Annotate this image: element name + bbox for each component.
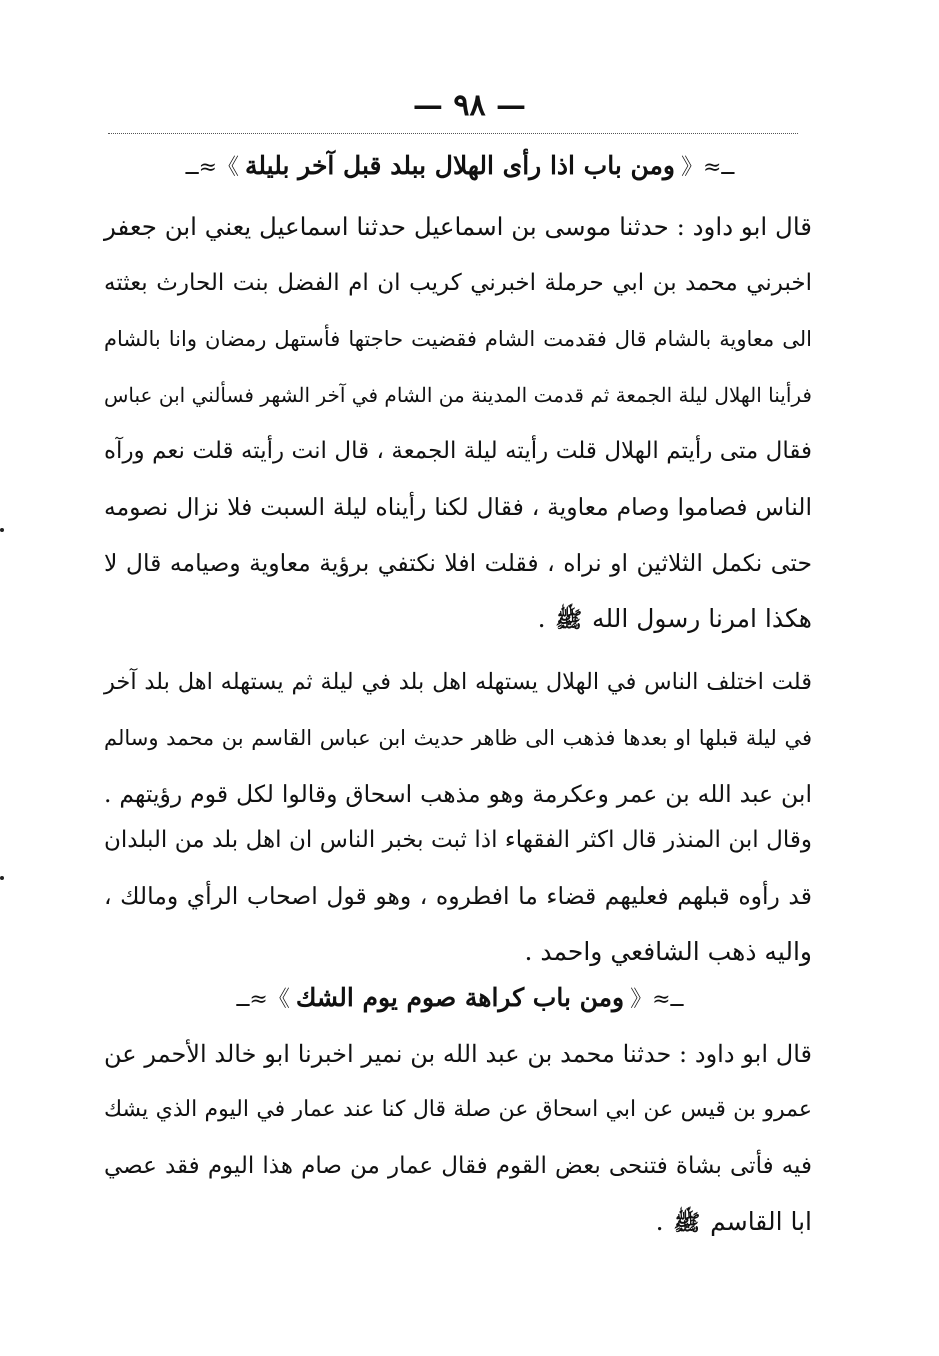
text-line-content: هكذا امرنا رسول الله xyxy=(592,604,812,633)
text-line: ابن عبد الله بن عمر وعكرمة وهو مذهب اسحاق وقالوا لكل قوم رؤيتهم . xyxy=(104,780,812,808)
section-heading-day-of-doubt xyxy=(100,982,820,1013)
paragraph-commentary xyxy=(104,654,812,822)
text-line: قد رأوه قبلهم فعليهم قضاء ما افطروه ، وهو قول اصحاب الرأي ومالك ، xyxy=(104,882,812,910)
salawat-ligature: ﷺ xyxy=(673,1210,701,1236)
ornament-left-icon: 》≈ــ xyxy=(185,155,239,180)
end-mark: . xyxy=(655,1207,672,1236)
text-line: قال ابو داود : حدثنا موسى بن اسماعيل حدثنا اسماعيل يعني ابن جعفر xyxy=(104,212,812,241)
scan-edge-mark xyxy=(0,528,4,532)
section-heading-new-moon xyxy=(100,150,820,181)
paragraph-hadith-ammar xyxy=(104,1026,812,1250)
text-line: قلت اختلف الناس في الهلال يستهله اهل بلد في ليلة ثم يستهله اهل بلد آخر xyxy=(104,669,812,695)
text-line: واليه ذهب الشافعي واحمد . xyxy=(524,937,812,966)
header-dotted-rule xyxy=(108,133,798,134)
text-line: فيه فأتى بشاة فتنحى بعض القوم فقال عمار من صام هذا اليوم فقد عصي xyxy=(104,1153,812,1179)
text-line: الناس فصاموا وصام معاوية ، فقال لكنا رأيناه ليلة السبت فلا نزال نصومه xyxy=(104,493,812,521)
paragraph-ibn-al-mundhir xyxy=(104,812,812,980)
heading-text: ومن باب اذا رأى الهلال ببلد قبل آخر بليلة xyxy=(245,151,675,180)
text-line: اخبرني محمد بن ابي حرملة اخبرني كريب ان ام الفضل بنت الحارث بعثته xyxy=(104,270,812,296)
text-line: حتى نكمل الثلاثين او نراه ، فقلت افلا نكتفي برؤية معاوية وصيامه قال لا xyxy=(104,549,812,577)
ornament-right-icon: ــ≈《 xyxy=(681,155,735,180)
text-line: قال ابو داود : حدثنا محمد بن عبد الله بن نمير اخبرنا ابو خالد الأحمر عن xyxy=(104,1040,812,1068)
scan-edge-mark xyxy=(0,876,4,880)
ornament-left-icon: 》≈ــ xyxy=(236,987,290,1012)
text-line xyxy=(104,1194,812,1250)
text-line: وقال ابن المنذر قال اكثر الفقهاء اذا ثبت بخبر الناس ان اهل بلد من البلدان xyxy=(104,827,812,853)
text-line: فقال متى رأيتم الهلال قلت رأيته ليلة الجمعة ، قال انت رأيته قلت نعم ورآه xyxy=(104,438,812,464)
text-line-content: ابا القاسم xyxy=(710,1207,812,1236)
text-line: عمرو بن قيس عن ابي اسحاق عن صلة قال كنا عند عمار في اليوم الذي يشك xyxy=(104,1097,812,1122)
paragraph-hadith-kurayb xyxy=(104,199,812,647)
end-mark: . xyxy=(537,604,554,633)
salawat-ligature: ﷺ xyxy=(555,607,583,633)
text-line: في ليلة قبلها او بعدها فذهب الى ظاهر حديث ابن عباس القاسم بن محمد وسالم xyxy=(104,726,812,750)
text-line xyxy=(104,591,812,647)
text-line: فرأينا الهلال ليلة الجمعة ثم قدمت المدينة من الشام في آخر الشهر فسألني ابن عباس xyxy=(104,383,812,407)
heading-text: ومن باب كراهة صوم يوم الشك xyxy=(295,983,625,1012)
page-number: — ٩٨ — xyxy=(412,88,527,123)
ornament-right-icon: ــ≈《 xyxy=(630,987,684,1012)
text-line: الى معاوية بالشام قال فقدمت الشام فقضيت حاجتها فأستهل رمضان وانا بالشام xyxy=(104,327,812,351)
